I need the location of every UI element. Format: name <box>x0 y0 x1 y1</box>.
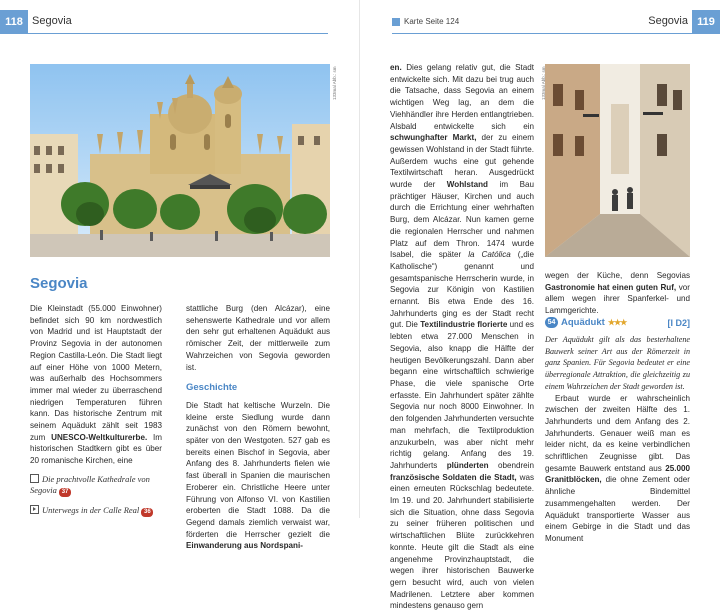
intro-text-2: Im historischen Stadtkern gibt es über 20 romanische Kirchen, eine <box>30 432 162 466</box>
rc-bold-1: en. <box>390 63 402 72</box>
sight-number-badge: 54 <box>545 317 558 328</box>
rc-text-1: Dies gelang relativ gut, die Stadt entwickelte sich. Mit dazu bei trug auch die Tatsache, dass Segovia an einem wichtigen Weg lag, an dem die Viehhändler ihre Herden entlangtrieben. Alsbald entwickelte sich ein <box>390 63 534 131</box>
star-rating-icon: ★★★ <box>607 318 627 327</box>
teaser-calle-real[interactable] <box>30 505 165 517</box>
map-reference[interactable] <box>392 17 459 26</box>
sight-italic-intro: Der Aquädukt gilt als das besterhaltene Bauwerk seiner Art aus der Römerzeit in ganz Spanien. Für Segovia bedeutet er eine überregionale Attraktion, die gleichzeitig zu einem Wahrzeichen der Stadt geworden ist. <box>545 335 690 391</box>
teaser-calle-real-text: Unterwegs in der Calle Real <box>42 505 140 515</box>
page-number-left: 118 <box>0 10 28 34</box>
geschichte-text: Die Stadt hat keltische Wurzeln. Die kleine erste Siedlung wurde dann zunächst von den Römern bewohnt, später von den Westgoten. 527 gab es bereits einen Bischof in Segovia, aber Anfang des 8. Jahrhunderts fielen wie fast überall in Spanien die maurischen Eroberer ein. Christliche Heere unter Führung von Alfonso VI. von Kastilien eroberten die Stadt 1088. Da die Gegend damals ziemlich verwaist war, förderten die Herrscher gezielt die <box>186 400 330 539</box>
photo-credit-right: 133mal Abb.: sm <box>541 66 546 100</box>
section-heading-geschichte: Geschichte <box>186 382 238 394</box>
sight-description <box>545 334 690 545</box>
map-square-icon <box>392 18 400 26</box>
left-header <box>0 10 360 34</box>
sight-heading-aquaedukt <box>545 316 690 329</box>
rc-bold-franz: französische Soldaten die Stadt, <box>390 472 517 482</box>
rc-text-3: im Bau prächtiger Häuser, Kirchen und auch durch die Errichtung einer wehrhaften Burg, dem Alcázar. Nun kamen gerne die regionalen Herrscher und nahmen Platz auf dem Thron. 1474 wurde Isabel, die später <box>390 180 534 260</box>
right-second-column-top <box>545 270 690 317</box>
sight-body-bold: 25.000 Granitblöcken, <box>545 463 690 485</box>
map-reference-text: Karte Seite 124 <box>404 17 460 26</box>
photo-credit-left: 133mal Abb.: sm <box>332 66 337 100</box>
rc-text-6: obendrein <box>488 460 534 470</box>
rc-text-7: was einen erneuten Rückschlag bedeutete. Im 19. und 20. Jahrhundert stabilisierte sich die Situation, ohne dass Segovia zu seiner früheren politischen und wirtschaftlichen Blüte zurückkehren konnte. Heute gilt die Stadt als eine angenehme Provinzhauptstadt, die wegen ihrer historischen Bauwerke gern besucht wird, auch von vielen Madrilenen. Letztere aber kommen mindestens genauso gern <box>390 472 534 611</box>
street-photo <box>545 64 690 257</box>
teaser-calle-real-badge: 36 <box>141 508 153 517</box>
right-page <box>360 0 720 611</box>
map-grid-reference[interactable]: [I D2] <box>667 317 690 328</box>
street-illustration <box>545 64 690 257</box>
rc-text-5: und es lebten etwa 27.000 Menschen in Segovia, also knapp die Hälfte der heutigen Bevölkerungszahl. Dann aber begann eine wirtschaftlich schwierige Phase, die viele spanische Orte erfasste. Ein Jahrhundert später zählte Segovia nur noch 8000 Einwohner. In den folgenden Jahrhunderten versuchte man mehrfach, die Textilproduktion anzukurbeln, was aber nicht mehr richtig gelang. Anfang des 19. Jahrhunderts <box>390 320 534 470</box>
right-first-column <box>390 62 534 612</box>
sight-title: Aquädukt <box>561 317 605 328</box>
second-column <box>186 303 330 552</box>
gastro-text-2: vor allem wegen ihrer Spanferkel- und Lammgerichte. <box>545 282 690 316</box>
header-rule-right <box>392 33 692 34</box>
rc-bold-pluenderten: plünderten <box>446 460 489 470</box>
page-number-right: 119 <box>692 10 720 34</box>
cathedral-illustration <box>30 64 330 257</box>
gastro-bold: Gastronomie hat einen guten Ruf, <box>545 282 677 292</box>
arrow-teaser-icon <box>30 505 39 514</box>
cathedral-photo <box>30 64 330 257</box>
teaser-cathedral[interactable] <box>30 474 165 497</box>
sight-body-1: Erbaut wurde er wahrscheinlich zwischen der zweiten Hälfte des 1. Jahrhunderts und dem Anfang des 2. Jahrhunderts. Genauer weiß man es leider nicht, da es keine verbindlichen schriftlichen Zeugnisse gibt. Das gesamte Bauwerk entstand aus <box>545 393 690 473</box>
geschichte-bold: Einwanderung aus Nordspani- <box>186 541 303 551</box>
rc-bold-textil: Textilindustrie florierte <box>420 320 508 330</box>
chapter-heading: Segovia <box>30 275 88 292</box>
rc-text-4: („die Katholische“) genannt und gesamtspanische Herrscherin wurde, in Segovia zur Königin von Kastilien ernannt. Bis etwa Ende des 16. Jahrhunderts ging es der Stadt recht gut. Die <box>390 250 534 330</box>
rc-text-2: der zu einem gewissen Wohlstand in der Stadt führte. Außerdem wuchs eine gut gehende Textilwirtschaft heran. Ausgedrückt wurde der <box>390 133 534 190</box>
col2-intro-text: stattliche Burg (den Alcázar), eine sehenswerte Kathedrale und vor allem den sehr gut erhaltenen Aquädukt aus römischer Zeit, der mittlerweile zum Wahrzeichen von Segovia geworden ist. <box>186 304 330 372</box>
rc-bold-wohlstand: Wohlstand <box>446 180 488 190</box>
left-page <box>0 0 360 551</box>
teaser-cathedral-text: Die prachtvolle Kathedrale von Segovia <box>30 474 150 495</box>
running-title-left: Segovia <box>32 15 72 27</box>
intro-bold-unesco: UNESCO-Weltkulturerbe. <box>51 432 148 442</box>
teaser-cathedral-badge: 37 <box>59 488 71 497</box>
running-title-right: Segovia <box>648 15 688 27</box>
sight-body-2: die ohne Zement oder ähnliche Bindemittel zusammengehalten werden. Der Aquädukt transportierte Wasser aus einem Gebirge in die Stadt und das Monument <box>545 475 690 543</box>
camera-teaser-icon <box>30 474 39 483</box>
rc-bold-markt: schwunghafter Markt, <box>390 133 477 143</box>
intro-text-1: Die Kleinstadt (55.000 Einwohner) befindet sich 90 km nordwestlich von Madrid und ist Hauptstadt der Provinz Segovia in der autonomen Region Castilla-León. Die Stadt liegt auf einer Höhe von 1000 Metern, was außerhalb des Hochsommers immer mal wieder zu überraschend niedrigen Temperaturen führen kann. Das historische Zentrum mit seinem Aquädukt zählt seit 1983 zum <box>30 304 162 442</box>
rc-italic-catolica: la Católica <box>468 250 511 260</box>
right-header <box>360 10 720 34</box>
header-rule-left <box>28 33 328 34</box>
gastro-text-1: wegen der Küche, denn Segovias <box>545 271 690 280</box>
intro-column <box>30 303 162 467</box>
